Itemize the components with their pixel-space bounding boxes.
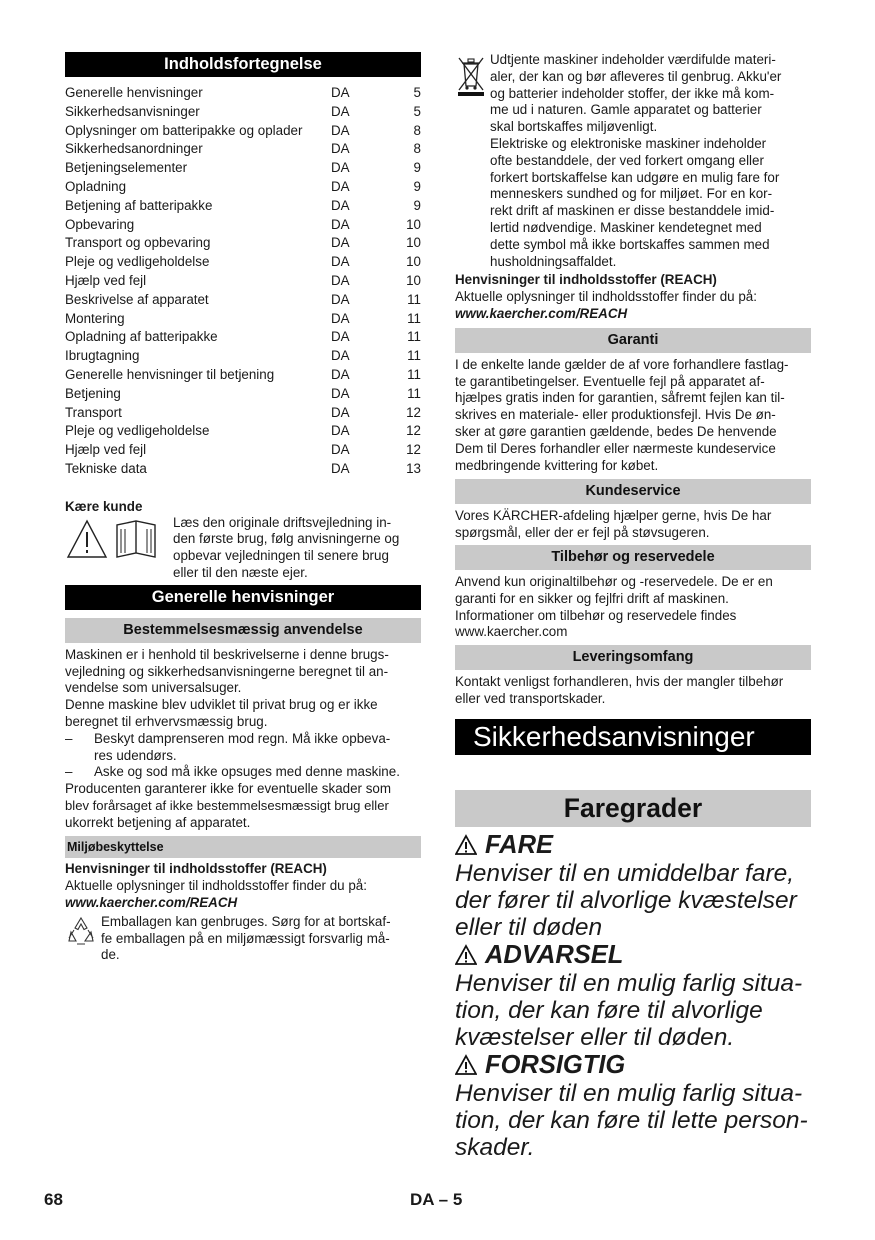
intended-use-body: Maskinen er i henhold til beskrivelserne i denne brugs- vejledning og sikkerhedsanvisningerne beregnet til an- vendelse som universalsuger. Denne maskine blev udviklet til privat brug og er ikke beregnet til erhvervsmæssig brug. – Beskyt damprenseren mod regn. Må ikke opbeva- res udendørs. – Aske og sod må ikke opsuges med denne maskine. Producenten garanterer ikke for eventuelle skader som blev forårsaget af ikke bestemmelsesmæssigt brug eller ukorrekt betjening af apparatet. (65, 647, 421, 832)
left-column (65, 52, 421, 964)
toc-row[interactable]: Sikkerhedsanordninger DA 8 (65, 141, 421, 157)
toc-row[interactable]: Betjening DA 11 (65, 385, 421, 401)
hazard-levels-title: Faregrader (455, 790, 811, 827)
toc-row[interactable]: Hjælp ved fejl DA 10 (65, 272, 421, 288)
recycling-icon (65, 914, 97, 948)
toc-row[interactable]: Opladning DA 9 (65, 178, 421, 194)
reach-link[interactable]: www.kaercher.com/REACH (65, 895, 238, 911)
list-item: – Beskyt damprenseren mod regn. Må ikke opbeva- res udendørs. (65, 730, 391, 763)
toc-row[interactable]: Betjeningselementer DA 9 (65, 160, 421, 176)
service-body: Vores KÄRCHER-afdeling hjælper gerne, hvis De har spørgsmål, eller der er fejl på støvsugeren. (455, 508, 772, 541)
hazard-label-caution: FORSIGTIG (455, 1051, 811, 1080)
toc-row[interactable]: Transport og opbevaring DA 10 (65, 235, 421, 251)
environment-body: Henvisninger til indholdsstoffer (REACH) Aktuelle oplysninger til indholdsstoffer finder du på: www.kaercher.com/REACH Emballagen kan genbruges. Sørg for at bortskaf- fe emballagen på en miljømæssigt forsvarlig må- de. (65, 861, 421, 964)
disposal-notice (455, 52, 811, 270)
toc-row[interactable]: Betjening af batteripakke DA 9 (65, 197, 421, 213)
toc-row[interactable]: Generelle henvisninger til betjening DA 11 (65, 366, 421, 382)
hazard-desc-caution: Henviser til en mulig farlig situa- tion, der kan føre til lette person- skader. (455, 1079, 808, 1161)
general-title: Generelle henvisninger (65, 585, 421, 610)
warning-triangle-icon (455, 834, 477, 856)
right-reach: Henvisninger til indholdsstoffer (REACH) Aktuelle oplysninger til indholdsstoffer finder du på: www.kaercher.com/REACH (455, 272, 811, 322)
warning-triangle-icon (455, 1054, 477, 1076)
hazard-desc-warning: Henviser til en mulig farlig situa- tion, der kan føre til alvorlige kvæstelser eller til døden. (455, 969, 803, 1051)
packaging-notice: Emballagen kan genbruges. Sørg for at bortskaf- fe emballagen på en miljømæssigt forsvarlig må- de. (65, 914, 421, 964)
reach-link[interactable]: www.kaercher.com/REACH (455, 305, 628, 321)
service-title: Kundeservice (455, 479, 811, 504)
list-item: – Aske og sod må ikke opsuges med denne maskine. (65, 764, 400, 780)
warning-manual-icon (65, 517, 165, 561)
table-of-contents (65, 84, 421, 479)
disposal-text: Udtjente maskiner indeholder værdifulde materi- aler, der kan og bør afleveres til genbrug. Akku'er og batterier indeholder stoffer, der ikke må kom- me ud i naturen. Gamle apparatet og batterier skal bortskaffes miljøvenligt. Elektriske og elektroniske maskiner indeholder ofte bestanddele, der ved forkert omgang eller forkert bortskaffelse kan udgøre en mulig fare for menneskers sundhed og for miljøet. For en kor- rekt drift af maskinen er disse bestanddele imid- lertid nødvendige. Maskiner kendetegnet med dette symbol må ikke bortskaffes sammen med husholdningsaffaldet. (490, 52, 782, 269)
toc-row[interactable]: Sikkerhedsanvisninger DA 5 (65, 103, 421, 119)
crossed-bin-icon (455, 52, 487, 98)
customer-text: Læs den originale driftsvejledning in- den første brug, følg anvisningerne og opbevar vejledningen til senere brug eller til den næste ejer. (173, 514, 400, 580)
toc-row[interactable]: Oplysninger om batteripakke og oplader DA 8 (65, 122, 421, 138)
kaercher-link[interactable]: www.kaercher.com (455, 624, 568, 640)
safety-title: Sikkerhedsanvisninger (455, 719, 811, 755)
warning-triangle-icon (455, 944, 477, 966)
delivery-title: Leveringsomfang (455, 645, 811, 670)
customer-heading: Kære kunde (65, 498, 143, 514)
toc-row[interactable]: Transport DA 12 (65, 404, 421, 420)
section-page-label: DA – 5 (410, 1190, 463, 1209)
warranty-body: I de enkelte lande gælder de af vore forhandlere fastlag- te garantibetingelser. Eventuelle fejl på apparatet af- hjælpes gratis inden for garantien, såfremt fejlen kan til- skrives en materiale- eller produktionsfejl. Hvis De øn- sker at gøre garantien gældende, bedes De henvende Dem til Deres forhandler eller nærmeste kundeservice medbringende kvittering for købet. (455, 356, 789, 473)
hazard-label-danger: FARE (455, 831, 811, 860)
intended-use-title: Bestemmelsesmæssig anvendelse (65, 618, 421, 643)
right-column (455, 52, 811, 1161)
delivery-body: Kontakt venligst forhandleren, hvis der mangler tilbehør eller ved transportskader. (455, 674, 784, 706)
toc-row[interactable]: Opladning af batteripakke DA 11 (65, 329, 421, 345)
toc-row[interactable]: Montering DA 11 (65, 310, 421, 326)
toc-row[interactable]: Pleje og vedligeholdelse DA 12 (65, 423, 421, 439)
toc-row[interactable]: Tekniske data DA 13 (65, 460, 421, 476)
toc-title: Indholdsfortegnelse (65, 52, 421, 77)
customer-notice (65, 514, 421, 582)
hazard-label-warning: ADVARSEL (455, 941, 811, 970)
reach-heading: Henvisninger til indholdsstoffer (REACH) (65, 861, 327, 877)
toc-row[interactable]: Pleje og vedligeholdelse DA 10 (65, 254, 421, 270)
toc-row[interactable]: Beskrivelse af apparatet DA 11 (65, 291, 421, 307)
toc-row[interactable]: Ibrugtagning DA 11 (65, 348, 421, 364)
warranty-title: Garanti (455, 328, 811, 353)
toc-row[interactable]: Generelle henvisninger DA 5 (65, 85, 421, 100)
accessories-body: Anvend kun originaltilbehør og -reservedele. De er en garanti for en sikker og fejlfri drift af maskinen. Informationer om tilbehør og reservedele findes www.kaercher.com (455, 574, 811, 641)
hazard-desc-danger: Henviser til en umiddelbar fare, der fører til alvorlige kvæstelser eller til døden (455, 859, 797, 941)
hazard-levels (455, 831, 811, 1161)
toc-row[interactable]: Opbevaring DA 10 (65, 216, 421, 232)
toc-row[interactable]: Hjælp ved fejl DA 12 (65, 442, 421, 458)
environment-title: Miljøbeskyttelse (65, 836, 421, 858)
accessories-title: Tilbehør og reservedele (455, 545, 811, 570)
page-number: 68 (44, 1190, 63, 1209)
